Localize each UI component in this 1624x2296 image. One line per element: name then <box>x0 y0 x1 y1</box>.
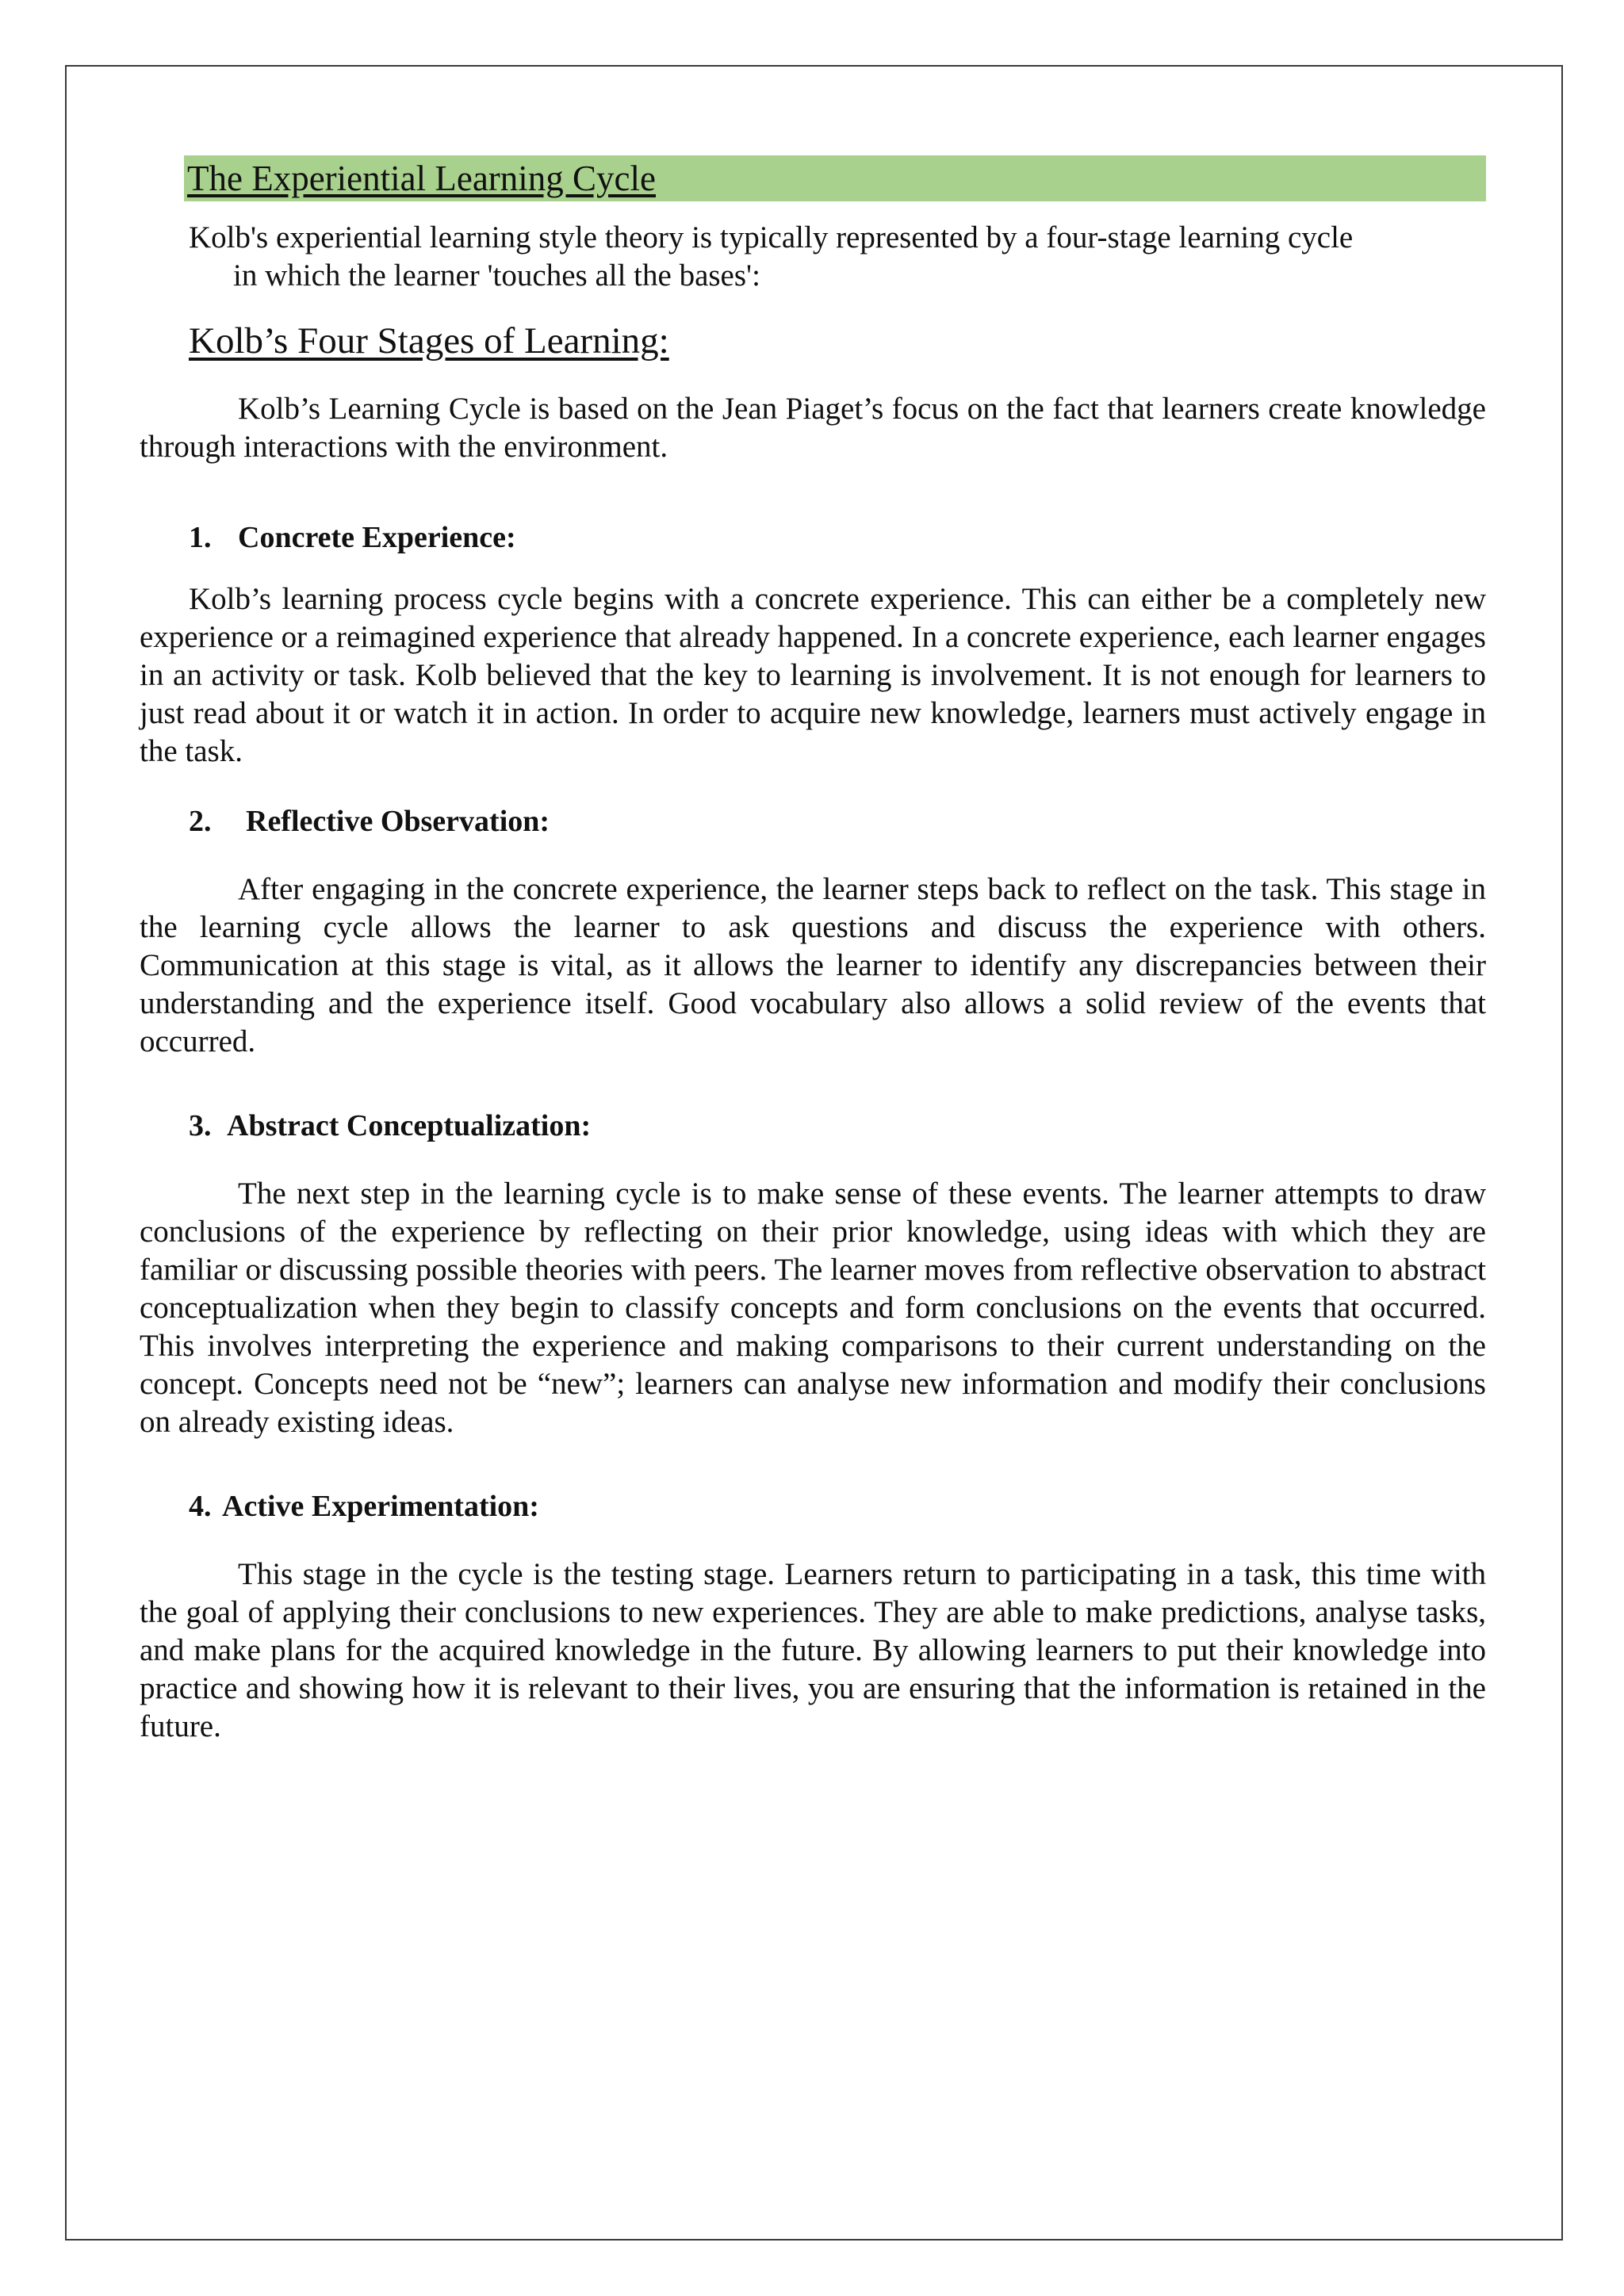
overview-paragraph: Kolb’s Learning Cycle is based on the Jean Piaget’s focus on the fact that learners create knowledge through interactions with the environment. <box>140 392 1486 464</box>
stage-2-title: Reflective Observation: <box>246 805 550 838</box>
intro-line-1: Kolb's experiential learning style theory is typically represented by a four-stage learning cycle <box>189 220 1354 254</box>
stage-1-number: 1. <box>189 521 212 554</box>
stage-1-title: Concrete Experience: <box>238 521 516 554</box>
stage-2-heading <box>189 802 1486 840</box>
stage-1-heading <box>189 519 1486 557</box>
stage-1-paragraph: Kolb’s learning process cycle begins with a concrete experience. This can either be a completely new experience or a reimagined experience that already happened. In a concrete experience, each learner engages in an activity or task. Kolb believed that the key to learning is involvement. It is not enough for learners to just read about it or watch it in action. In order to acquire new knowledge, learners must actively engage in the task. <box>140 582 1486 768</box>
stage-3-number: 3. <box>189 1109 212 1142</box>
stage-4-heading <box>189 1487 1486 1525</box>
stage-4-paragraph: This stage in the cycle is the testing stage. Learners return to participating in a task, this time with the goal of applying their conclusions to new experiences. They are able to make predictions, analyse tasks, and make plans for the acquired knowledge in the future. By allowing learners to put their knowledge into practice and showing how it is relevant to their lives, you are ensuring that the information is retained in the future. <box>140 1557 1486 1743</box>
page-title: The Experiential Learning Cycle <box>187 159 656 198</box>
title-banner <box>184 155 1486 201</box>
intro-line-2: in which the learner 'touches all the bases': <box>233 258 760 293</box>
section-heading: Kolb’s Four Stages of Learning: <box>189 320 669 362</box>
stage-3-heading <box>189 1107 1486 1145</box>
stage-3-paragraph: The next step in the learning cycle is to make sense of these events. The learner attempts to draw conclusions of the experience by reflecting on their prior knowledge, using ideas with which they are familiar or discussing possible theories with peers. The learner moves from reflective observation to abstract conceptualization when they begin to classify concepts and form conclusions on the events that occurred. This involves interpreting the experience and making comparisons to their current understanding on the concept. Concepts need not be “new”; learners can analyse new information and modify their conclusions on already existing ideas. <box>140 1177 1486 1439</box>
document-body <box>140 155 1486 1746</box>
stage-2-number: 2. <box>189 805 212 838</box>
stage-2-paragraph: After engaging in the concrete experience, the learner steps back to reflect on the task. This stage in the learning cycle allows the learner to ask questions and discuss the experience with others. Communication at this stage is vital, as it allows the learner to identify any discrepancies between their understanding and the experience itself. Good vocabulary also allows a solid review of the events that occurred. <box>140 872 1486 1058</box>
stage-3-title: Abstract Conceptualization: <box>227 1109 592 1142</box>
stage-4-title: Active Experimentation: <box>222 1490 539 1523</box>
stage-4-number: 4. <box>189 1490 212 1523</box>
